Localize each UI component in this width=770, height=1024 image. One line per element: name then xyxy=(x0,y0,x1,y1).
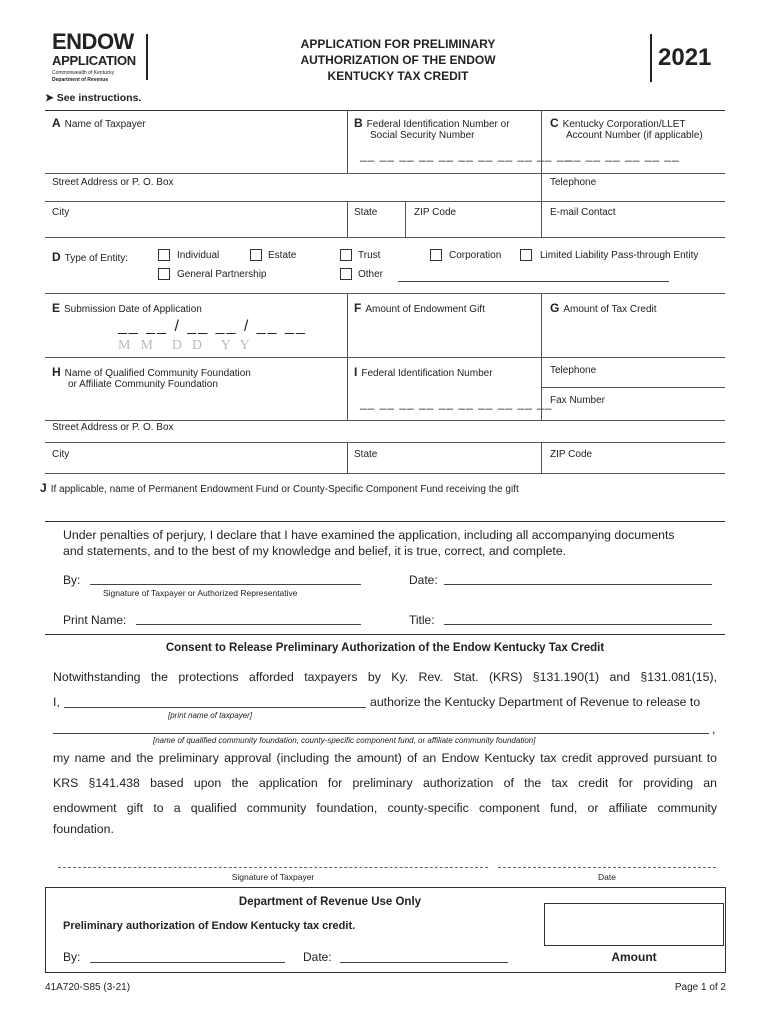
tax-year: 2021 xyxy=(658,44,712,71)
field-c-kentucky-account[interactable]: C Kentucky Corporation/LLET Account Number (if applicable) xyxy=(550,116,703,141)
field-foundation-city[interactable]: City xyxy=(52,449,70,460)
form-title: APPLICATION FOR PRELIMINARY AUTHORIZATION OF THE ENDOW KENTUCKY TAX CREDIT xyxy=(300,37,496,83)
field-foundation-telephone[interactable]: Telephone xyxy=(550,365,597,376)
logo-line1: Commonwealth of Kentucky xyxy=(52,70,115,76)
foundation-caption: [name of qualified community foundation, county-specific component fund, or affiliate community foundation] xyxy=(153,736,536,745)
field-email[interactable]: E-mail Contact xyxy=(550,207,616,218)
consent-date-caption: Date xyxy=(598,872,616,882)
form-number: 41A720-S85 (3-21) xyxy=(45,982,131,993)
title-label: Title: xyxy=(409,613,435,627)
submission-date-blanks[interactable]: __ __ / __ __ / __ __ xyxy=(118,318,307,335)
foundation-fein-blanks[interactable]: __ __ __ __ __ __ __ __ __ __ xyxy=(360,396,553,410)
page-number: Page 1 of 2 xyxy=(674,982,726,993)
dor-heading: Department of Revenue Use Only xyxy=(238,896,422,908)
endow-logo xyxy=(52,30,148,82)
field-e-submission-date: E Submission Date of Application xyxy=(52,301,202,315)
option-trust: Trust xyxy=(358,250,381,261)
field-a-name-of-taxpayer[interactable]: A Name of Taxpayer xyxy=(52,116,146,130)
consent-heading: Consent to Release Preliminary Authorization of the Endow Kentucky Tax Credit xyxy=(165,642,605,654)
checkbox-corporation[interactable] xyxy=(430,249,442,261)
consent-authorize: authorize the Kentucky Department of Revenue to release to xyxy=(370,695,701,709)
field-foundation-street[interactable]: Street Address or P. O. Box xyxy=(52,422,174,433)
dor-by-label: By: xyxy=(63,950,81,964)
field-f-endowment-gift[interactable]: F Amount of Endowment Gift xyxy=(354,301,485,315)
dor-prelim: Preliminary authorization of Endow Kentucky tax credit. xyxy=(63,920,356,932)
print-name-input[interactable] xyxy=(136,624,361,625)
field-zip[interactable]: ZIP Code xyxy=(414,207,457,218)
consent-line5: endowment gift to a qualified community foundation, county-specific component fund, or affiliate community xyxy=(53,801,717,815)
see-instructions: ➤ See instructions. xyxy=(45,92,142,104)
perjury-statement: Under penalties of perjury, I declare that I have examined the application, including all accompanying documents and statements, and to the best of my knowledge and belief, it is true, correct, and complete. xyxy=(63,528,675,558)
field-foundation-zip[interactable]: ZIP Code xyxy=(550,449,593,460)
field-city[interactable]: City xyxy=(52,207,70,218)
checkbox-general-partnership[interactable] xyxy=(158,268,170,280)
consent-taxpayer-name-input[interactable] xyxy=(64,707,366,708)
by-label: By: xyxy=(63,573,81,587)
dor-date-input[interactable] xyxy=(340,962,508,963)
date-label: Date: xyxy=(409,573,438,587)
consent-date-input[interactable] xyxy=(498,867,716,868)
logo-sub: APPLICATION xyxy=(52,53,136,68)
dor-amount-input[interactable] xyxy=(544,903,724,946)
option-other: Other xyxy=(358,269,384,280)
option-corporation: Corporation xyxy=(449,250,502,261)
field-i-fein: I Federal Identification Number xyxy=(354,365,493,379)
signature-input[interactable] xyxy=(90,584,361,585)
checkbox-trust[interactable] xyxy=(340,249,352,261)
date-format-hint: M M D D Y Y xyxy=(118,338,251,353)
consent-signature-caption: Signature of Taxpayer xyxy=(231,872,315,882)
dor-by-input[interactable] xyxy=(90,962,285,963)
option-general-partnership: General Partnership xyxy=(177,269,267,280)
dor-amount-label: Amount xyxy=(611,950,657,964)
field-state[interactable]: State xyxy=(354,207,378,218)
option-llc: Limited Liability Pass-through Entity xyxy=(540,250,699,261)
dor-date-label: Date: xyxy=(303,950,332,964)
field-h-community-foundation[interactable]: H Name of Qualified Community Foundation or Affiliate Community Foundation xyxy=(52,365,251,390)
checkbox-llc[interactable] xyxy=(520,249,532,261)
field-fax[interactable]: Fax Number xyxy=(550,395,606,406)
print-name-caption: [print name of taxpayer] xyxy=(168,711,253,720)
checkbox-other[interactable] xyxy=(340,268,352,280)
signature-caption: Signature of Taxpayer or Authorized Representative xyxy=(103,588,298,598)
date-input[interactable] xyxy=(444,584,712,585)
kentucky-account-blanks[interactable]: __ __ __ __ __ __ xyxy=(566,148,680,162)
consent-line3: my name and the preliminary approval (including the amount) of an Endow Kentucky tax credit approved pursuant to xyxy=(53,751,717,765)
option-estate: Estate xyxy=(268,250,297,261)
consent-signature-input[interactable] xyxy=(58,867,488,868)
field-b-fein-ssn[interactable]: B Federal Identification Number or Social Security Number xyxy=(354,116,510,141)
logo-main: ENDOW xyxy=(52,29,134,54)
consent-foundation-input[interactable] xyxy=(53,733,709,734)
checkbox-estate[interactable] xyxy=(250,249,262,261)
option-individual: Individual xyxy=(177,250,220,261)
field-telephone[interactable]: Telephone xyxy=(550,177,597,188)
print-name-label: Print Name: xyxy=(63,613,127,627)
type-of-entity-label: D Type of Entity: xyxy=(52,250,129,264)
field-j-endowment-fund[interactable]: J If applicable, name of Permanent Endowment Fund or County-Specific Component Fund receiving the gift xyxy=(40,481,519,495)
logo-line2: Department of Revenue xyxy=(52,77,109,83)
consent-line6: foundation. xyxy=(53,822,114,836)
checkbox-individual[interactable] xyxy=(158,249,170,261)
consent-line1: Notwithstanding the protections afforded taxpayers by Ky. Rev. Stat. (KRS) §131.190(1) and §131.081(15), xyxy=(53,670,717,684)
consent-i: I, xyxy=(53,695,60,709)
other-entity-input[interactable] xyxy=(398,281,669,282)
field-street-address[interactable]: Street Address or P. O. Box xyxy=(52,177,174,188)
field-g-tax-credit[interactable]: G Amount of Tax Credit xyxy=(550,301,657,315)
title-input[interactable] xyxy=(444,624,712,625)
consent-line4: KRS §141.438 based upon the application for preliminary authorization of the tax credit for providing an xyxy=(53,776,717,790)
fein-ssn-blanks[interactable]: __ __ __ __ __ __ __ __ __ __ __ xyxy=(360,148,573,162)
field-foundation-state[interactable]: State xyxy=(354,449,378,460)
consent-comma: , xyxy=(712,722,716,736)
